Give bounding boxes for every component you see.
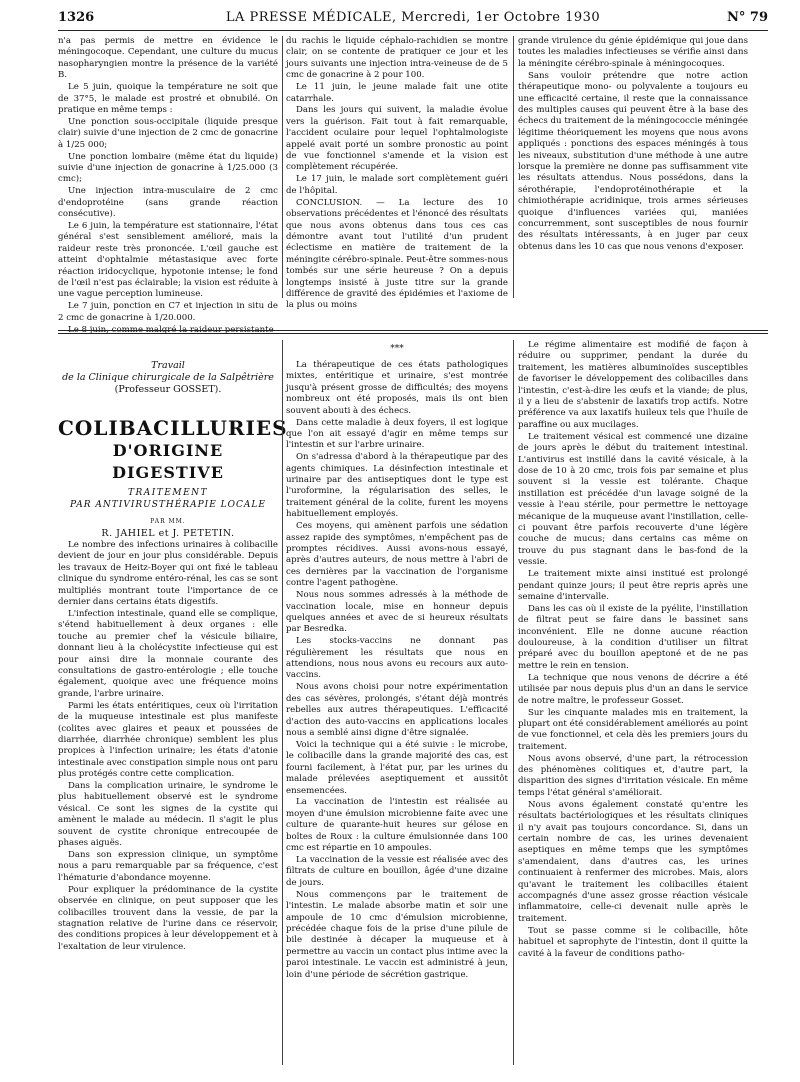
paragraph: Sur les cinquante malades mis en traitement, la plupart ont été considérablement améliorés au point de vue fonctionnel, et cela dès les premiers jours du traitement. (518, 707, 748, 752)
paragraph: Dans cette maladie à deux foyers, il est logique que l'on ait essayé d'agir en même temps sur l'intestin et sur l'arbre urinaire. (286, 417, 508, 451)
paragraph: Nous avons également constaté qu'entre les résultats bactériologiques et les résultats cliniques il n'y avait pas toujours concordance. Si, dans un certain nombre de cas, les urines devenaient aseptiques en même temps que les symptômes s'amendaient, dans d'autres cas, les urines continuaient à renfermer des microbes. Mais, alors qu'avant le traitement les colibacilles étaient accompagnés d'une assez grosse réaction vésicale inflammatoire, celle-ci devenait nulle après le traitement. (518, 799, 748, 924)
top-column-2 (286, 36, 508, 311)
paragraph: La thérapeutique de ces états pathologiques mixtes, entéritique et urinaire, s'est montrée jusqu'à présent grosse de difficultés; des moyens nombreux ont été proposés, mais ils ont bien souvent abouti à des échecs. (286, 360, 508, 416)
paragraph: Parmi les états entéritiques, ceux où l'irritation de la muqueuse intestinale est plus manifeste (colites avec glaires et peaux et poussées de diarrhée, diarrhée chronique) semblent les plus propices à l'infection urinaire; les états d'atonie intestinale avec constipation simple nous ont paru plus protégés contre cette complication. (58, 700, 278, 780)
paragraph: Une ponction lombaire (même état du liquide) suivie d'une injection de gonacrine à 1/25.000 (3 cmc); (58, 151, 278, 185)
paragraph: Le 5 juin, quoique la température ne soit que de 37°5, le malade est prostré et obnubilé. On pratique en même temps : (58, 82, 278, 115)
article-work-line: Travail (151, 360, 185, 371)
article-subtitle-line-2: PAR ANTIVIRUSTHÉRAPIE LOCALE (70, 500, 266, 510)
issue-number: N° 79 (727, 10, 768, 25)
paragraph: On s'adressa d'abord à la thérapeutique par des agents chimiques. La désinfection intestinale et urinaire par des antiseptiques dont le type est l'uroformine, la régularisation des selles, le traitement général de la colite, furent les moyens habituellement employés. (286, 452, 508, 520)
paragraph: Le traitement vésical est commencé une dizaine de jours après le début du traitement intestinal. L'antivirus est instillé dans la cavité vésicale, à la dose de 10 à 20 cmc, trois fois par semaine et plus souvent si la vessie est tolérante. Chaque instillation est précédée d'un lavage soigné de la vessie à l'eau stérile, pour permettre le nettoyage mécanique de la muqueuse avant l'instillation, celle-ci pouvant être parfois recouverte d'une légère couche de mucus; dans certains cas même on trouve du pus stagnant dans le bas-fond de la vessie. (518, 431, 748, 568)
paragraph: du rachis le liquide céphalo-rachidien se montre clair, on se contente de pratiquer ce jour et les jours suivants une injection intra-veineuse de de 5 cmc de gonacrine à 2 pour 100. (286, 36, 508, 81)
paragraph: L'infection intestinale, quand elle se complique, s'étend habituellement à deux organes : elle touche au premier chef la vésicule biliaire, donnant lieu à la cholécystite infectieuse qui est pour ainsi dire la monnaie courante des consultations de gastro-entérologie ; elle touche également, quoique avec une fréquence moins grande, l'arbre urinaire. (58, 608, 278, 699)
paragraph: Le 7 juin, ponction en C7 et injection in situ de 2 cmc de gonacrine à 1/20.000. (58, 301, 278, 323)
top-column-1 (58, 36, 278, 335)
asterism-divider: *** (390, 344, 404, 354)
paragraph: Pour expliquer la prédominance de la cystite observée en clinique, on peut supposer que les colibacilles trouvent dans la vessie, de par la stagnation relative de l'urine dans ce réservoir, des conditions propices à leur développement et à l'exaltation de leur virulence. (58, 884, 278, 952)
bottom-column-3 (518, 340, 748, 1065)
column-rule (513, 36, 514, 298)
page-number: 1326 (58, 10, 95, 25)
bottom-column-2 (286, 344, 508, 1044)
column-rule (282, 340, 283, 1065)
top-column-3 (518, 36, 748, 298)
paragraph: n'a pas permis de mettre en évidence le méningocoque. Cependant, une culture du mucus nasopharyngien montre la présence de la variété B. (58, 36, 278, 81)
paragraph: Le régime alimentaire est modifié de façon à réduire ou supprimer, pendant la durée du traitement, les matières albuminoïdes susceptibles de favoriser le développement des colibacilles dans l'intestin, c'est-à-dire les œufs et la viande; de plus, il y a lieu de s'abstenir de laxatifs trop actifs. Notre préférence va aux laxatifs huileux tels que l'huile de paraffine ou aux mucilages. (518, 340, 748, 430)
paragraph: Le 6 juin, la température est stationnaire, l'état général s'est sensiblement amélioré, mais la raideur reste très prononcée. L'œil gauche est atteint d'ophtalmie métastasique avec forte réaction iridocyclique, hypotonie intense; le fond de l'œil n'est pas éclairable; la vision est réduite à une vague perception lumineuse. (58, 221, 278, 300)
paragraph: Dans les cas où il existe de la pyélite, l'instillation de filtrat peut se faire dans le bassinet sans inconvénient. Elle ne donne aucune réaction douloureuse, à la condition d'utiliser un filtrat préparé avec du bouillon apeptoné et de ne pas mettre le rein en tension. (518, 603, 748, 671)
page-header (58, 8, 768, 31)
paragraph: Voici la technique qui a été suivie : le microbe, le colibacille dans la grande majorité des cas, est fourni facilement, à l'état pur, par les urines du malade prélevées aseptiquement et aussitôt ensemencées. (286, 739, 508, 796)
article-title-line-2: D'ORIGINE DIGESTIVE (112, 441, 224, 482)
bottom-column-1 (58, 540, 278, 1060)
paragraph: Nous commençons par le traitement de l'intestin. Le malade absorbe matin et soir une ampoule de 10 cmc d'émulsion microbienne, précédée chaque fois de la prise d'une pilule de bile destinée à décaper la muqueuse et à permettre au vaccin un contact plus intime avec la paroi intestinale. Le vaccin est administré à jeun, loin d'une période de sécrétion gastrique. (286, 889, 508, 980)
journal-title: LA PRESSE MÉDICALE, Mercredi, 1er Octobre 1930 (225, 10, 601, 25)
article-title: COLIBACILLURIES (58, 416, 288, 440)
column-rule (282, 36, 283, 298)
paragraph: Nous nous sommes adressés à la méthode de vaccination locale, mise en honneur depuis quelques années et avec de si heureux résultats par Besredka. (286, 590, 508, 635)
paragraph: Une ponction sous-occipitale (liquide presque clair) suivie d'une injection de 2 cmc de gonacrine à 1/25 000; (58, 116, 278, 150)
paragraph: Dans la complication urinaire, le syndrome le plus habituellement observé est le syndrome vésical. Ce sont les signes de la cystite qui amènent le malade au médecin. Il s'agit le plus souvent de cystite chronique entrecoupée de phases aiguës. (58, 781, 278, 849)
article-header (58, 360, 288, 539)
paragraph: Les stocks-vaccins ne donnant pas régulièrement les résultats que nous en attendions, nous nous avons eu recours aux auto-vaccins. (286, 636, 508, 681)
article-clinic: de la Clinique chirurgicale de la Salpêtrière (62, 372, 274, 383)
paragraph: Nous avons observé, d'une part, la rétrocession des phénomènes colitiques et, d'autre part, la disparition des signes d'irritation vésicale. En même temps l'état général s'améliorait. (518, 753, 748, 798)
paragraph: Dans les jours qui suivent, la maladie évolue vers la guérison. Fait tout à fait remarquable, l'accident oculaire pour lequel l'ophtalmologiste appelé avait porté un sombre pronostic au point de vue fonctionnel s'amende et la vision est complètement récupérée. (286, 105, 508, 173)
paragraph: Le 17 juin, le malade sort complètement guéri de l'hôpital. (286, 174, 508, 196)
article-authors: R. JAHIEL et J. PETETIN. (101, 528, 235, 539)
paragraph: Ces moyens, qui amènent parfois une sédation assez rapide des symptômes, n'empêchent pas de promptes récidives. Aussi avons-nous essayé, après d'autres auteurs, de nous mettre à l'abri de ces dernières par la vaccination de l'organisme contre l'agent pathogène. (286, 521, 508, 589)
article-subtitle: TRAITEMENT (127, 488, 209, 498)
section-divider (58, 330, 768, 331)
section-divider (58, 333, 768, 334)
paragraph: La vaccination de la vessie est réalisée avec des filtrats de culture en bouillon, âgée d'une dizaine de jours. (286, 854, 508, 888)
paragraph: Le 8 juin, comme malgré la raideur persistante (68, 324, 274, 335)
paragraph: Une injection intra-musculaire de 2 cmc d'endoprotéine (sans grande réaction consécutive). (58, 186, 278, 220)
paragraph: Le nombre des infections urinaires à colibacille devient de jour en jour plus considérable. Depuis les travaux de Heitz-Boyer qui ont fixé le tableau clinique du syndrome entéro-rénal, les cas se sont multipliés montrant toute l'importance de ce dernier dans certains états digestifs. (58, 540, 278, 608)
article-professor: (Professeur GOSSET). (114, 384, 222, 395)
paragraph: Sans vouloir prétendre que notre action thérapeutique mono- ou polyvalente a toujours eu une efficacité certaine, il reste que la connaissance des multiples causes qui peuvent être à la base des échecs du traitement de la méningococcie méningée légitime théoriquement les moyens que nous avons appliqués : ponctions des espaces méningés à tous les niveaux, substitution d'une méthode à une autre lorsque la première ne donne pas suffisamment vite les résultats attendus. Nous possédons, dans la sérothérapie, l'endoprotéinothérapie et la chimiothérapie acridinique, trois armes sérieuses quoique d'influences variées qui, maniées concurremment, sont susceptibles de nous fournir des résultats intéressants, à en juger par ceux obtenus dans les 10 cas que nous venons d'exposer. (518, 70, 748, 252)
paragraph: La technique que nous venons de décrire a été utilisée par nous depuis plus d'un an dans le service de notre maître, le professeur Gosset. (518, 672, 748, 706)
paragraph: Dans son expression clinique, un symptôme nous a paru remarquable par sa fréquence, c'est l'hématurie d'abondance moyenne. (58, 849, 278, 883)
paragraph: La vaccination de l'intestin est réalisée au moyen d'une émulsion microbienne faite avec une culture de quarante-huit heures sur gélose en boîtes de Roux : la culture émulsionnée dans 100 cmc est répartie en 10 ampoules. (286, 797, 508, 854)
paragraph: Le traitement mixte ainsi institué est prolongé pendant quinze jours; il peut être repris après une semaine d'intervalle. (518, 569, 748, 602)
paragraph: Nous avons choisi pour notre expérimentation des cas sévères, prolongés, s'étant déjà montrés rebelles aux autres thérapeutiques. L'efficacité d'action des auto-vaccins en applications locales nous a semblé ainsi digne d'être signalée. (286, 682, 508, 738)
article-by: PAR MM. (150, 518, 186, 525)
paragraph: Tout se passe comme si le colibacille, hôte habituel et saprophyte de l'intestin, dont il quitte la cavité à la faveur de conditions patho- (518, 925, 748, 959)
paragraph: Le 11 juin, le jeune malade fait une otite catarrhale. (286, 82, 508, 104)
paragraph: CONCLUSION. — La lecture des 10 observations précédentes et l'énoncé des résultats que nous avons obtenus dans tous ces cas démontre avant tout l'utilité d'un prudent éclectisme en matière de traitement de la méningite cérébro-spinale. Peut-être sommes-nous tombés sur une série heureuse ? On a depuis longtemps insisté à juste titre sur la grande différence de gravité des épidémies et l'axiome de la plus ou moins (286, 197, 508, 311)
column-rule (513, 340, 514, 1065)
paragraph: grande virulence du génie épidémique qui joue dans toutes les maladies infectieuses se vérifie ainsi dans la méningite cérébro-spinale à méningocoques. (518, 36, 748, 69)
